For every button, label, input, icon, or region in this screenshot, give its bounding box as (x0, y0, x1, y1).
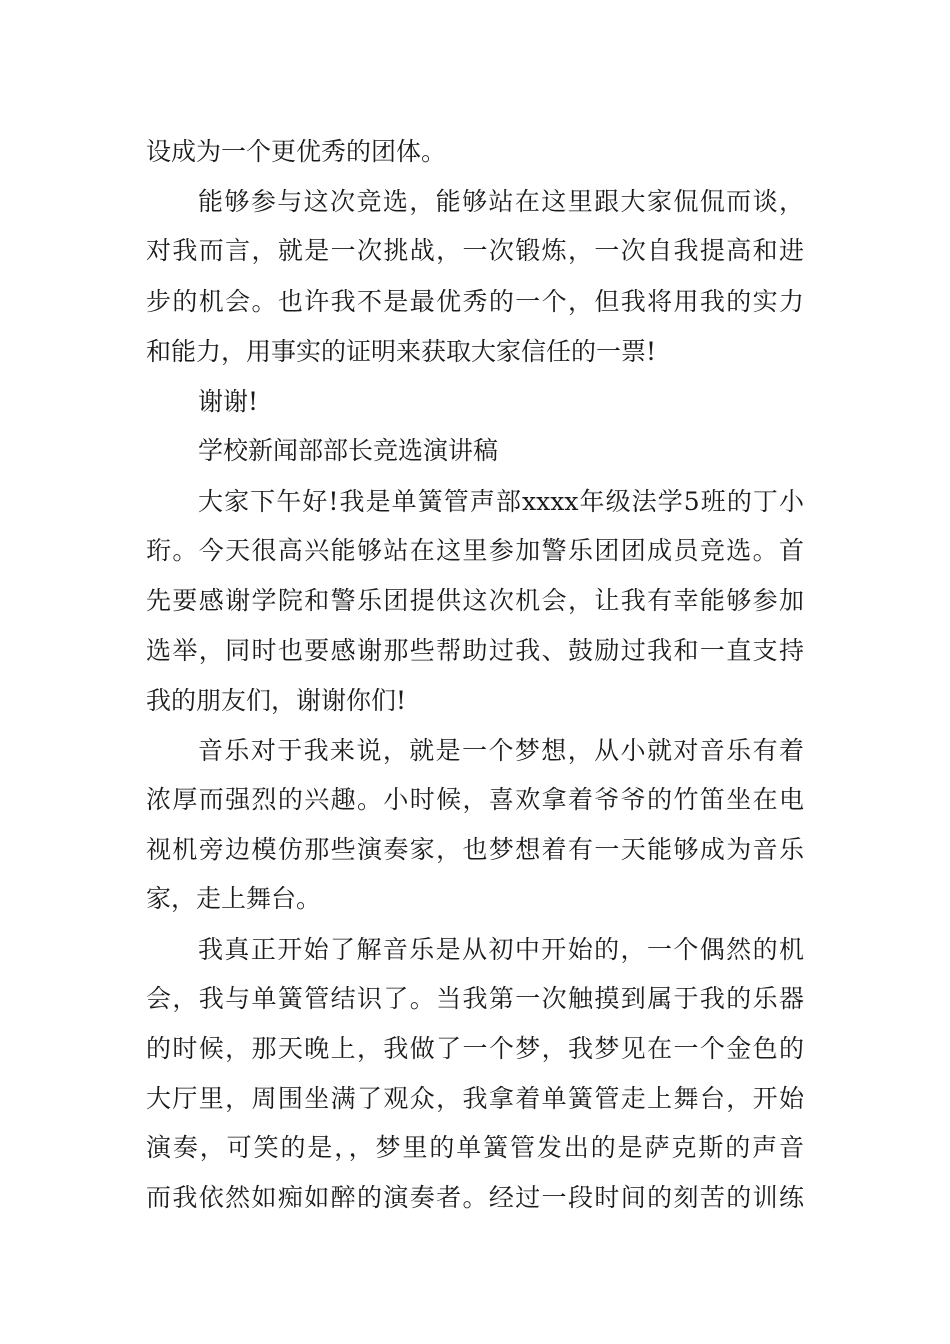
text-line: 视机旁边模仿那些演奏家，也梦想着有一天能够成为音乐 (146, 835, 804, 864)
text-line: 先要感谢学院和警乐团提供这次机会，让我有幸能够参加 (146, 586, 804, 615)
text-line: 音乐对于我来说，就是一个梦想，从小就对音乐有着 (198, 736, 804, 765)
text-line: 珩。今天很高兴能够站在这里参加警乐团团成员竞选。首 (146, 536, 804, 565)
text-line: 的时候，那天晚上，我做了一个梦，我梦见在一个金色的 (146, 1034, 804, 1063)
text-line: 浓厚而强烈的兴趣。小时候，喜欢拿着爷爷的竹笛坐在电 (146, 785, 804, 814)
text-line: 我真正开始了解音乐是从初中开始的，一个偶然的机 (198, 935, 804, 964)
text-line: 谢谢! (198, 387, 259, 416)
text-line: 家，走上舞台。 (146, 884, 322, 913)
text-line: 而我依然如痴如醉的演奏者。经过一段时间的刻苦的训练 (146, 1183, 804, 1212)
text-line: 会，我与单簧管结识了。当我第一次触摸到属于我的乐器 (146, 984, 804, 1013)
text-line: 和能力，用事实的证明来获取大家信任的一票! (146, 337, 657, 366)
text-line: 大厅里，周围坐满了观众，我拿着单簧管走上舞台，开始 (146, 1084, 804, 1113)
text-line: 选举，同时也要感谢那些帮助过我、鼓励过我和一直支持 (146, 636, 804, 665)
text-line: 大家下午好!我是单簧管声部xxxx年级法学5班的丁小 (198, 487, 804, 516)
text-line: 设成为一个更优秀的团体。 (146, 137, 447, 166)
text-line: 对我而言，就是一次挑战，一次锻炼，一次自我提高和进 (146, 236, 804, 265)
text-line: 演奏，可笑的是，，梦里的单簧管发出的是萨克斯的声音 (146, 1133, 804, 1162)
text-line: 步的机会。也许我不是最优秀的一个，但我将用我的实力 (146, 287, 804, 316)
text-line: 能够参与这次竞选，能够站在这里跟大家侃侃而谈， (198, 187, 804, 216)
text-line: 我的朋友们，谢谢你们! (146, 686, 407, 715)
section-title: 学校新闻部部长竞选演讲稿 (198, 436, 499, 465)
